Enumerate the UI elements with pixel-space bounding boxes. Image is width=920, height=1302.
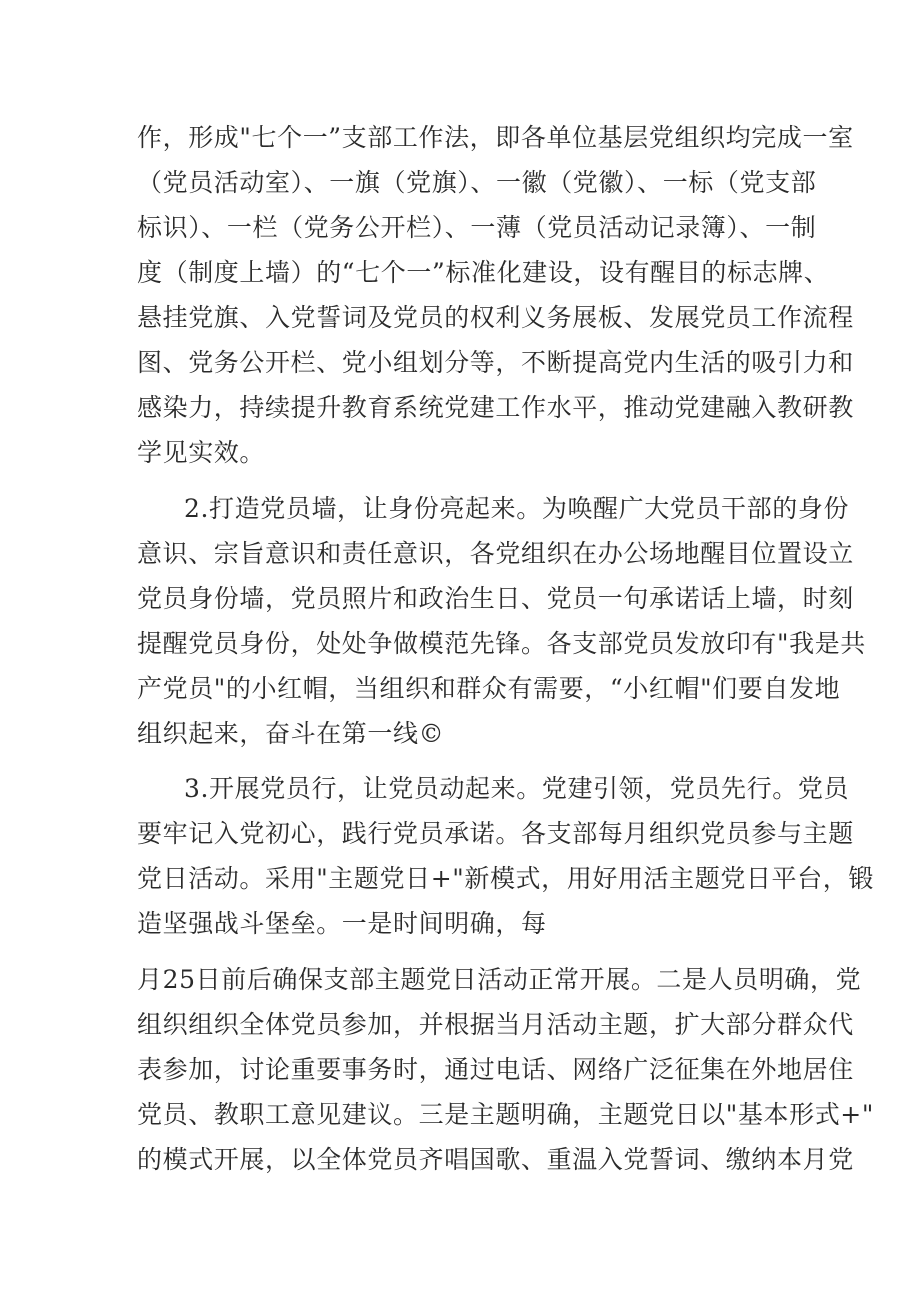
text-line: 组织起来，奋斗在第一线© (137, 719, 445, 748)
text-line: 月25日前后确保支部主题党日活动正常开展。二是人员明确，党 (137, 965, 862, 994)
text-line: 造坚强战斗堡垒。一是时间明确，每 (137, 909, 547, 938)
text-line: 要牢记入党初心，践行党员承诺。各支部每月组织党员参与主题 (137, 819, 854, 848)
text-line: 图、党务公开栏、党小组划分等，不断提高党内生活的吸引力和 (137, 348, 854, 377)
text-line: 悬挂党旗、入党誓词及党员的权利义务展板、发展党员工作流程 (137, 303, 854, 332)
text-line: 感染力，持续提升教育系统党建工作水平，推动党建融入教研教 (137, 393, 854, 422)
text-line: 标识）、一栏（党务公开栏）、一薄（党员活动记录簿）、一制 (137, 213, 817, 242)
text-line: 党员、教职工意见建议。三是主题明确，主题党日以"基本形式+" (137, 1100, 874, 1129)
text-line: 党员身份墙，党员照片和政治生日、党员一句承诺话上墙，时刻 (137, 584, 854, 613)
text-line: 党日活动。采用"主题党日+"新模式，用好用活主题党日平台，锻 (137, 864, 874, 893)
text-line: 意识、宗旨意识和责任意识，各党组织在办公场地醒目位置设立 (137, 539, 854, 568)
text-line: （党员活动室）、一旗（党旗）、一徽（党徽）、一标（党支部 (137, 168, 817, 197)
text-line: 度（制度上墙）的“七个一”标准化建设，设有醒目的标志牌、 (137, 258, 830, 287)
text-line: 提醒党员身份，处处争做模范先锋。各支部党员发放印有"我是共 (137, 629, 866, 658)
text-line: 学见实效。 (137, 438, 266, 467)
paragraph-first-line: 2.打造党员墙，让身份亮起来。为唤醒广大党员干部的身份 (184, 494, 850, 523)
text-line: 的模式开展，以全体党员齐唱国歌、重温入党誓词、缴纳本月党 (137, 1145, 854, 1174)
text-line: 表参加，讨论重要事务时，通过电话、网络广泛征集在外地居住 (137, 1055, 854, 1084)
text-line: 组织组织全体党员参加，并根据当月活动主题，扩大部分群众代 (137, 1010, 854, 1039)
paragraph-first-line: 3.开展党员行，让党员动起来。党建引领，党员先行。党员 (184, 774, 850, 803)
text-line: 产党员"的小红帽，当组织和群众有需要，“小红帽"们要自发地 (137, 674, 841, 703)
text-line: 作，形成"七个一”支部工作法，即各单位基层党组织均完成一室 (137, 123, 854, 152)
